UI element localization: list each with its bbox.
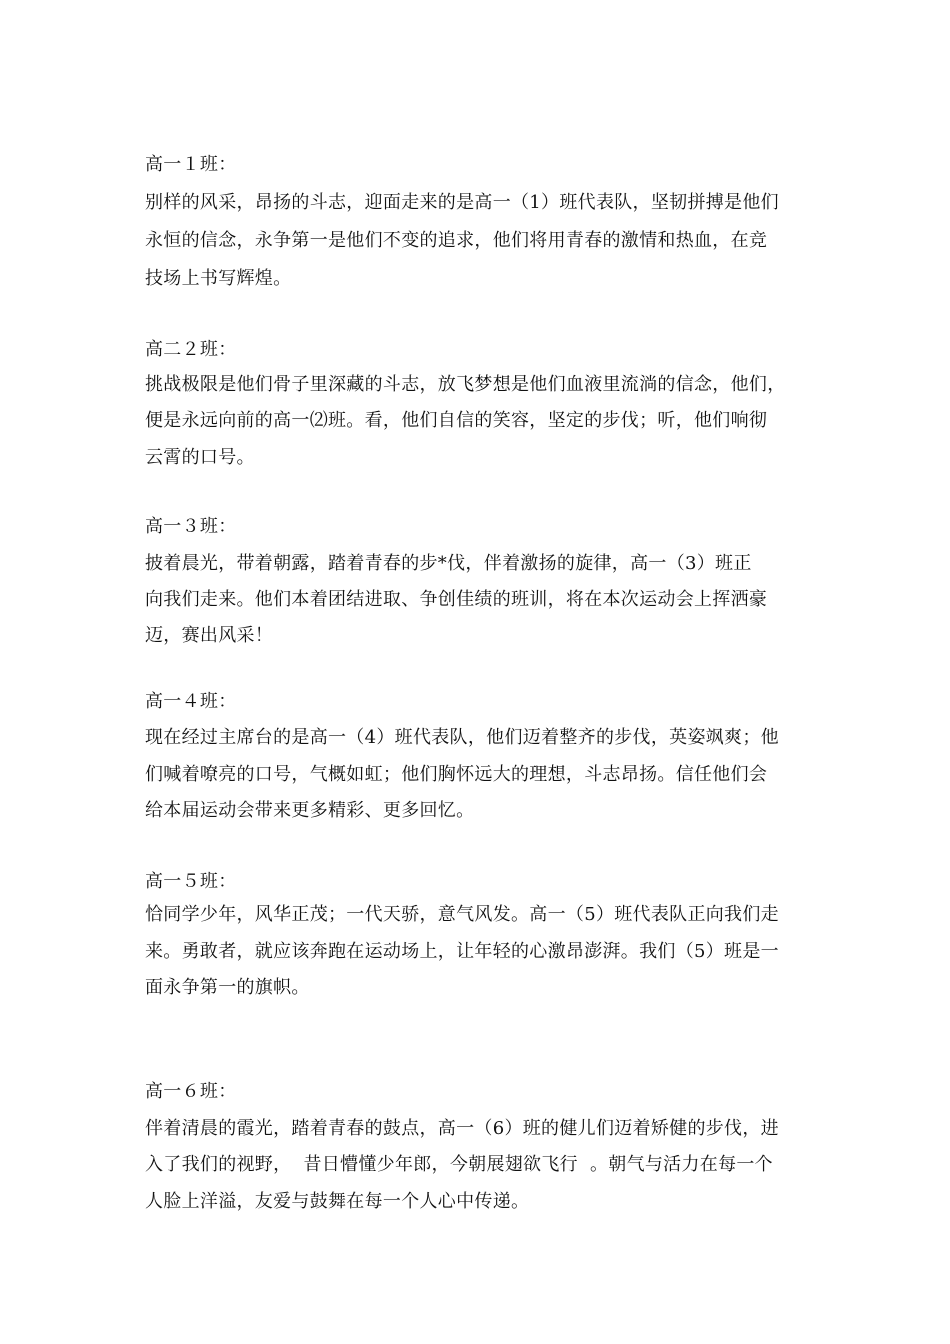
paragraph-line: 给本届运动会带来更多精彩、更多回忆。	[145, 800, 475, 821]
paragraph-line: 迈，赛出风采！	[145, 625, 274, 646]
section-heading: 高一６班：	[145, 1081, 237, 1102]
paragraph-line: 伴着清晨的霞光，踏着青春的鼓点，高一（6）班的健儿们迈着矫健的步伐，进	[145, 1118, 779, 1139]
paragraph-line: 现在经过主席台的是高一（4）班代表队，他们迈着整齐的步伐，英姿飒爽；他	[145, 727, 779, 748]
paragraph-line: 永恒的信念，永争第一是他们不变的追求，他们将用青春的激情和热血，在竞	[145, 230, 768, 251]
section-heading: 高一１班：	[145, 154, 237, 175]
section-heading: 高一４班：	[145, 691, 237, 712]
paragraph-line: 面永争第一的旗帜。	[145, 977, 310, 998]
paragraph-line: 别样的风采，昂扬的斗志，迎面走来的是高一（1）班代表队，坚韧拼搏是他们	[145, 192, 779, 213]
section-heading: 高一３班：	[145, 516, 237, 537]
paragraph-line: 向我们走来。他们本着团结进取、争创佳绩的班训，将在本次运动会上挥洒豪	[145, 589, 768, 610]
paragraph-line: 披着晨光，带着朝露，踏着青春的步*伐，伴着激扬的旋律，高一（3）班正	[145, 553, 752, 574]
section-heading: 高二２班：	[145, 339, 237, 360]
paragraph-line: 挑战极限是他们骨子里深藏的斗志，放飞梦想是他们血液里流淌的信念，他们，	[145, 374, 786, 395]
paragraph-line: 来。勇敢者，就应该奔跑在运动场上，让年轻的心激昂澎湃。我们（5）班是一	[145, 941, 779, 962]
paragraph-line: 恰同学少年，风华正茂；一代天骄，意气风发。高一（5）班代表队正向我们走	[145, 904, 779, 925]
section-heading: 高一５班：	[145, 871, 237, 892]
paragraph-line: 便是永远向前的高一⑵班。看，他们自信的笑容，坚定的步伐；听，他们响彻	[145, 410, 768, 431]
paragraph-line: 入了我们的视野， 昔日懵懂少年郎，今朝展翅欲飞行 。朝气与活力在每一个	[145, 1154, 773, 1175]
paragraph-line: 人脸上洋溢，友爱与鼓舞在每一个人心中传递。	[145, 1191, 530, 1212]
paragraph-line: 技场上书写辉煌。	[145, 268, 292, 289]
paragraph-line: 们喊着嘹亮的口号，气概如虹；他们胸怀远大的理想，斗志昂扬。信任他们会	[145, 764, 768, 785]
paragraph-line: 云霄的口号。	[145, 447, 255, 468]
